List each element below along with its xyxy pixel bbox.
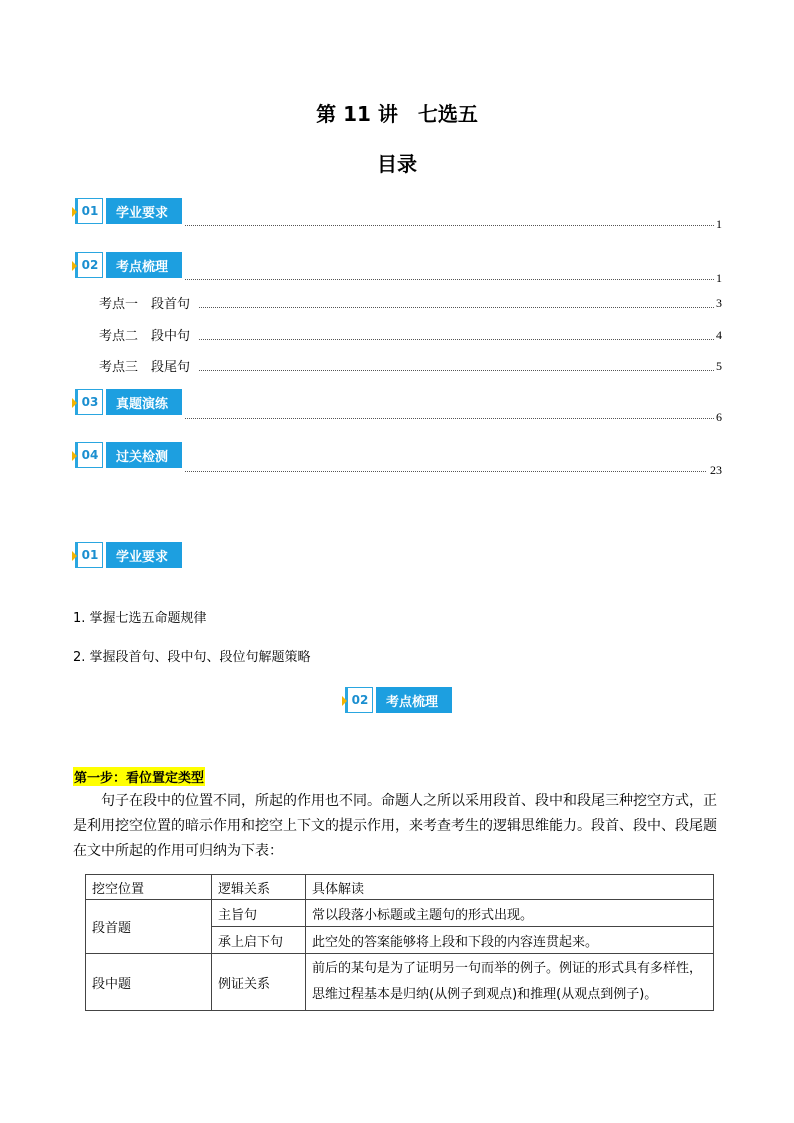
table-row xyxy=(86,954,714,1011)
section-num: 02 xyxy=(345,687,373,713)
toc-page: 1 xyxy=(716,217,722,231)
toc-entry-3[interactable] xyxy=(75,388,722,422)
toc-num: 01 xyxy=(75,198,103,224)
doc-title: 第 11 讲 七选五 xyxy=(316,102,478,126)
toc-tag xyxy=(75,197,182,225)
toc-sub-entry-1[interactable] xyxy=(99,293,722,313)
dot-leader xyxy=(185,279,714,280)
toc-label: 过关检测 xyxy=(106,442,182,468)
toc-entry-1[interactable] xyxy=(75,197,722,231)
toc-sub-entry-3[interactable] xyxy=(99,356,722,376)
toc-sub-page: 3 xyxy=(716,296,722,310)
dot-leader xyxy=(185,471,706,472)
table-cell: 前后的某句是为了证明另一句而举的例子。例证的形式具有多样性，思维过程基本是归纳(从例子到观点)和推理(从观点到例子)。 xyxy=(306,954,714,1011)
toc-page: 1 xyxy=(716,271,722,285)
toc-tag xyxy=(75,388,182,416)
section-label: 学业要求 xyxy=(106,542,182,568)
table-header-cell: 挖空位置 xyxy=(86,875,212,900)
table-cell: 段首题 xyxy=(86,900,212,954)
requirement-item-1: 1. 掌握七选五命题规律 xyxy=(73,611,207,626)
toc-entry-2[interactable] xyxy=(75,251,722,285)
position-table xyxy=(85,874,714,1011)
table-header-cell: 具体解读 xyxy=(306,875,714,900)
section-label: 考点梳理 xyxy=(376,687,452,713)
requirement-item-2: 2. 掌握段首句、段中句、段位句解题策略 xyxy=(73,650,311,665)
toc-label: 真题演练 xyxy=(106,389,182,415)
dot-leader xyxy=(199,370,714,371)
toc-label: 考点梳理 xyxy=(106,252,182,278)
table-cell: 此空处的答案能够将上段和下段的内容连贯起来。 xyxy=(306,927,714,954)
toc-page: 23 xyxy=(710,463,722,477)
toc-num: 02 xyxy=(75,252,103,278)
toc-entry-4[interactable] xyxy=(75,441,722,475)
section-num: 01 xyxy=(75,542,103,568)
dot-leader xyxy=(199,307,714,308)
toc-sub-label: 考点二 段中句 xyxy=(99,329,191,344)
section-2-header xyxy=(345,686,452,714)
table-header-cell: 逻辑关系 xyxy=(212,875,306,900)
toc-label: 学业要求 xyxy=(106,198,182,224)
dot-leader xyxy=(185,225,714,226)
dot-leader xyxy=(185,418,714,419)
toc-sub-label: 考点三 段尾句 xyxy=(99,360,191,375)
table-row xyxy=(86,900,714,927)
toc-num: 03 xyxy=(75,389,103,415)
section-1-header xyxy=(75,541,182,569)
table-cell: 主旨句 xyxy=(212,900,306,927)
step-heading: 第一步：看位置定类型 xyxy=(73,767,205,786)
body-paragraph: 句子在段中的位置不同，所起的作用也不同。命题人之所以采用段首、段中和段尾三种挖空方式，正是利用挖空位置的暗示作用和挖空上下文的提示作用，来考查考生的逻辑思维能力。段首、段中、段尾题在文中所起的作用可归纳为下表： xyxy=(73,793,717,859)
table-cell: 段中题 xyxy=(86,954,212,1011)
toc-sub-label: 考点一 段首句 xyxy=(99,293,192,312)
dot-leader xyxy=(199,339,714,340)
table-cell: 例证关系 xyxy=(212,954,306,1011)
toc-sub-page: 5 xyxy=(716,359,722,373)
table-header-row xyxy=(86,875,714,900)
toc-tag xyxy=(75,251,182,279)
toc-title: 目录 xyxy=(377,152,417,176)
table-cell: 承上启下句 xyxy=(212,927,306,954)
toc-sub-entry-2[interactable] xyxy=(99,325,722,345)
toc-page: 6 xyxy=(716,410,722,424)
toc-tag xyxy=(75,441,182,469)
toc-sub-page: 4 xyxy=(716,328,722,342)
table-cell: 常以段落小标题或主题句的形式出现。 xyxy=(306,900,714,927)
toc-num: 04 xyxy=(75,442,103,468)
